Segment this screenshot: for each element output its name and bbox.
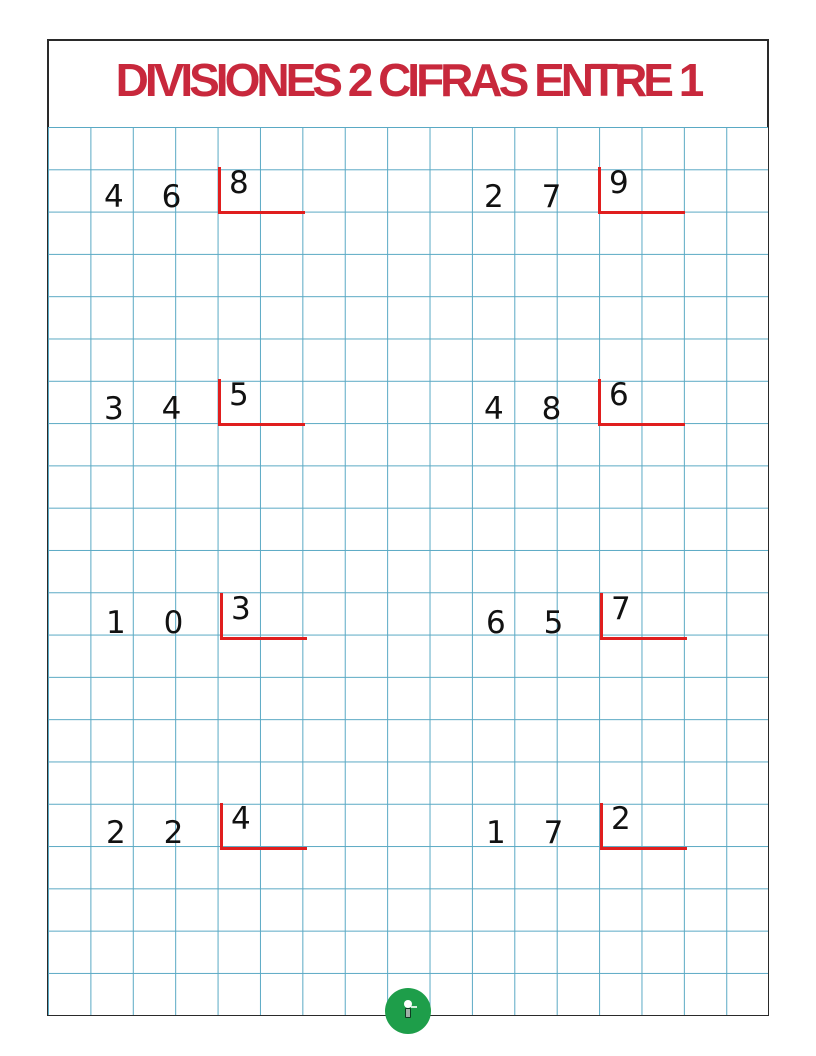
division-problem: [104, 167, 304, 227]
dividend: 1 0: [106, 605, 198, 641]
page-title: DIVISIONES 2 CIFRAS ENTRE 1: [115, 54, 701, 106]
divisor: 9: [609, 165, 629, 201]
division-problem: [484, 167, 684, 227]
divisor: 3: [231, 591, 251, 627]
logo-badge: [385, 988, 431, 1034]
grid-top-line: [48, 127, 768, 128]
dividend: 4 6: [104, 179, 196, 215]
division-problem: [486, 803, 686, 863]
divisor: 5: [229, 377, 249, 413]
pencil-logo-icon: [398, 998, 418, 1020]
dividend: 2 7: [484, 179, 576, 215]
dividend: 6 5: [486, 605, 578, 641]
division-problem: [106, 593, 306, 653]
divisor: 6: [609, 377, 629, 413]
dividend: 2 2: [106, 815, 198, 851]
dividend: 4 8: [484, 391, 576, 427]
grid-paper: [48, 127, 768, 1015]
division-problem: [486, 593, 686, 653]
dividend: 3 4: [104, 391, 196, 427]
division-problem: [484, 379, 684, 439]
divisor: 8: [229, 165, 249, 201]
divisor: 2: [611, 801, 631, 837]
dividend: 1 7: [486, 815, 578, 851]
divisor: 7: [611, 591, 631, 627]
divisor: 4: [231, 801, 251, 837]
division-problem: [106, 803, 306, 863]
division-problem: [104, 379, 304, 439]
